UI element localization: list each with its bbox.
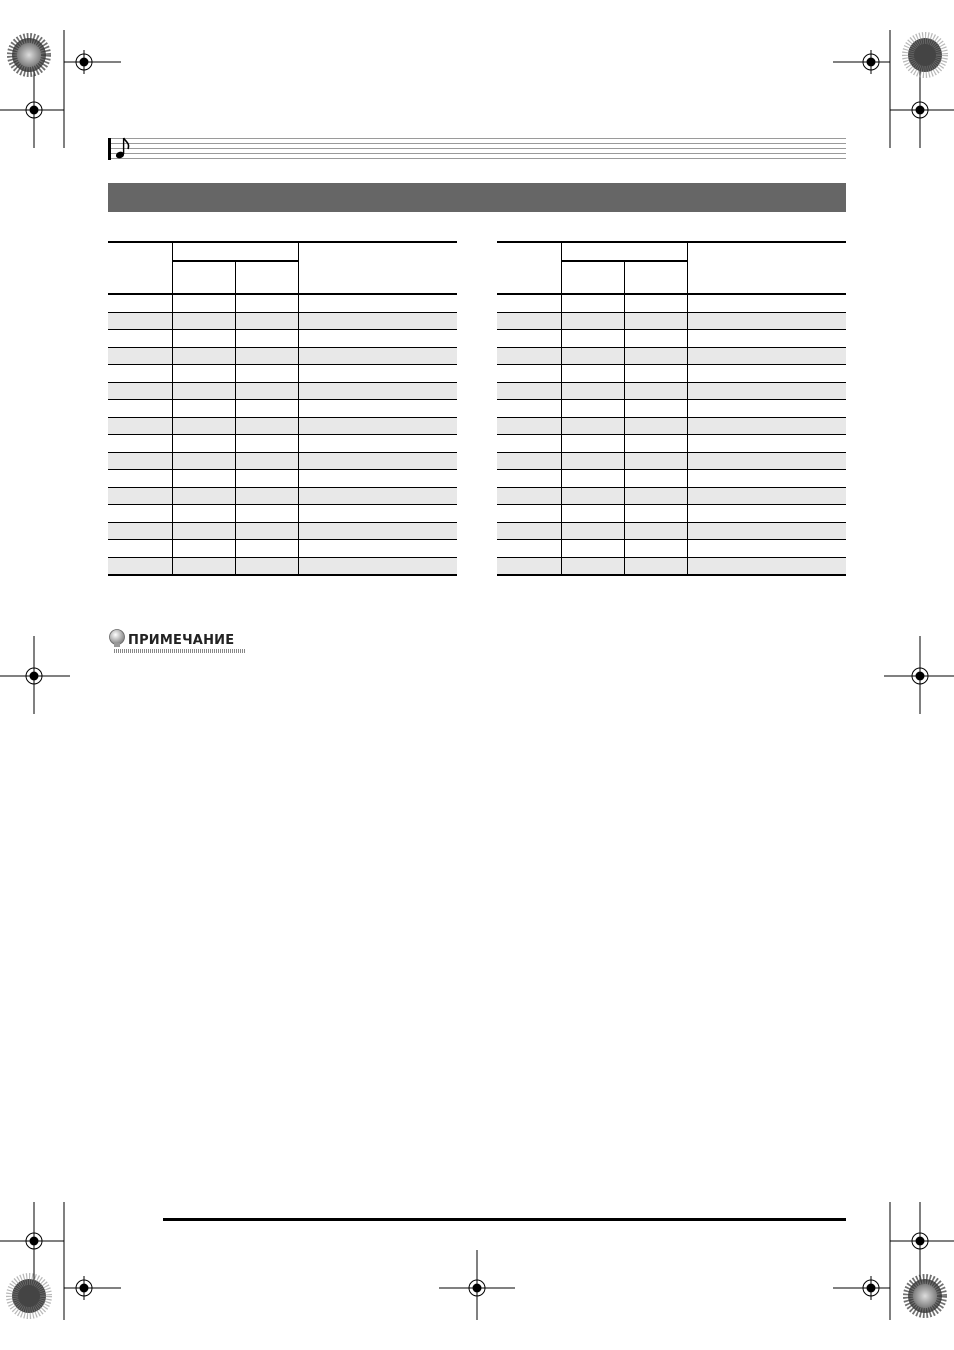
table-row (108, 400, 457, 418)
table-cell (298, 365, 457, 383)
table-cell (497, 540, 561, 558)
table-cell (108, 417, 172, 435)
table-cell (624, 435, 687, 453)
table-cell (298, 330, 457, 348)
table-cell (108, 470, 172, 488)
table-cell (624, 312, 687, 330)
table-cell (624, 330, 687, 348)
table-cell (298, 382, 457, 400)
table-cell (172, 365, 235, 383)
table-cell (687, 505, 846, 523)
table-cell (561, 540, 624, 558)
table-row (497, 294, 846, 312)
table-left (108, 241, 457, 576)
table-cell (497, 294, 561, 312)
table-cell (561, 505, 624, 523)
table-cell (497, 382, 561, 400)
table-cell (235, 522, 298, 540)
table-cell (497, 452, 561, 470)
table-cell (497, 365, 561, 383)
table-cell (235, 330, 298, 348)
table-cell (561, 347, 624, 365)
column-subheader (172, 261, 235, 294)
table-cell (235, 505, 298, 523)
table-row (108, 540, 457, 558)
section-title-bar (108, 183, 846, 212)
note-label: ПРИМЕЧАНИЕ (128, 633, 235, 648)
column-header (298, 242, 457, 294)
table-cell (298, 294, 457, 312)
table-cell (298, 557, 457, 575)
table-cell (235, 435, 298, 453)
table-cell (561, 312, 624, 330)
column-header (108, 242, 172, 294)
table-row (497, 452, 846, 470)
table-cell (624, 294, 687, 312)
footer-rule (163, 1218, 846, 1221)
table-cell (561, 417, 624, 435)
staff-header (108, 138, 846, 160)
table-cell (687, 347, 846, 365)
table-cell (108, 365, 172, 383)
table-cell (561, 487, 624, 505)
table-cell (108, 382, 172, 400)
table-row (497, 505, 846, 523)
table-cell (108, 330, 172, 348)
color-wheel-icons (12, 38, 942, 1313)
table-right (497, 241, 846, 576)
table-row (497, 557, 846, 575)
table-cell (108, 487, 172, 505)
table-cell (108, 452, 172, 470)
table-cell (687, 312, 846, 330)
table-cell (298, 400, 457, 418)
table-cell (235, 540, 298, 558)
table-row (108, 294, 457, 312)
table-cell (497, 557, 561, 575)
table-cell (624, 470, 687, 488)
table-cell (624, 522, 687, 540)
table-row (108, 417, 457, 435)
column-subheader (235, 261, 298, 294)
column-header (497, 242, 561, 294)
table-cell (298, 452, 457, 470)
table-cell (497, 330, 561, 348)
column-subheader (561, 261, 624, 294)
table-cell (235, 347, 298, 365)
table-cell (497, 400, 561, 418)
table-cell (108, 294, 172, 312)
table-cell (172, 487, 235, 505)
table-cell (687, 400, 846, 418)
table-cell (235, 452, 298, 470)
table-row (108, 330, 457, 348)
table-cell (624, 505, 687, 523)
table-row (108, 365, 457, 383)
table-row (497, 470, 846, 488)
table-cell (687, 452, 846, 470)
table-cell (108, 557, 172, 575)
table-cell (172, 522, 235, 540)
table-row (497, 487, 846, 505)
table-cell (624, 382, 687, 400)
table-cell (235, 312, 298, 330)
table-cell (561, 452, 624, 470)
table-row (497, 382, 846, 400)
table-cell (624, 347, 687, 365)
table-cell (108, 347, 172, 365)
table-cell (687, 557, 846, 575)
table-cell (235, 365, 298, 383)
table-cell (172, 347, 235, 365)
table-cell (235, 400, 298, 418)
table-cell (108, 540, 172, 558)
column-header-group (561, 242, 687, 261)
table-cell (687, 487, 846, 505)
note-underline (114, 649, 246, 653)
table-cell (235, 382, 298, 400)
column-subheader (624, 261, 687, 294)
table-row (497, 347, 846, 365)
table-row (497, 417, 846, 435)
table-cell (235, 487, 298, 505)
table-row (108, 470, 457, 488)
table-row (108, 452, 457, 470)
table-row (108, 312, 457, 330)
table-cell (172, 294, 235, 312)
table-row (497, 400, 846, 418)
table-cell (497, 470, 561, 488)
table-row (108, 487, 457, 505)
table-row (108, 435, 457, 453)
table-cell (172, 557, 235, 575)
table-cell (561, 435, 624, 453)
table-cell (687, 330, 846, 348)
table-cell (172, 312, 235, 330)
table-cell (298, 522, 457, 540)
table-cell (624, 417, 687, 435)
table-cell (497, 417, 561, 435)
table-cell (561, 470, 624, 488)
table-row (497, 312, 846, 330)
table-cell (687, 417, 846, 435)
table-cell (497, 435, 561, 453)
note-heading (108, 628, 248, 654)
table-cell (561, 557, 624, 575)
table-cell (687, 470, 846, 488)
table-cell (624, 557, 687, 575)
table-cell (108, 435, 172, 453)
table-cell (108, 522, 172, 540)
table-cell (298, 540, 457, 558)
table-cell (298, 312, 457, 330)
table-cell (624, 540, 687, 558)
table-cell (561, 294, 624, 312)
table-cell (172, 452, 235, 470)
table-cell (497, 487, 561, 505)
table-cell (624, 487, 687, 505)
table-cell (497, 312, 561, 330)
table-cell (172, 505, 235, 523)
table-row (108, 382, 457, 400)
table-cell (298, 487, 457, 505)
table-cell (172, 330, 235, 348)
table-row (108, 522, 457, 540)
table-cell (497, 522, 561, 540)
table-cell (172, 382, 235, 400)
music-note-icon (114, 136, 132, 160)
table-cell (298, 470, 457, 488)
table-cell (561, 522, 624, 540)
table-cell (172, 435, 235, 453)
table-cell (624, 452, 687, 470)
table-cell (172, 540, 235, 558)
table-cell (561, 400, 624, 418)
table-cell (561, 365, 624, 383)
table-cell (298, 435, 457, 453)
table-cell (687, 365, 846, 383)
table-row (497, 540, 846, 558)
table-row (497, 435, 846, 453)
table-row (108, 505, 457, 523)
table-cell (298, 347, 457, 365)
table-cell (298, 505, 457, 523)
table-cell (108, 400, 172, 418)
table-cell (624, 365, 687, 383)
table-cell (172, 417, 235, 435)
table-cell (624, 400, 687, 418)
column-header-group (172, 242, 298, 261)
table-row (108, 557, 457, 575)
table-row (497, 365, 846, 383)
table-cell (497, 347, 561, 365)
table-cell (561, 382, 624, 400)
table-cell (108, 312, 172, 330)
table-cell (497, 505, 561, 523)
table-cell (108, 505, 172, 523)
table-row (497, 330, 846, 348)
table-cell (172, 400, 235, 418)
table-row (497, 522, 846, 540)
table-cell (687, 294, 846, 312)
table-cell (687, 540, 846, 558)
table-cell (235, 470, 298, 488)
table-cell (235, 557, 298, 575)
table-cell (298, 417, 457, 435)
table-cell (687, 382, 846, 400)
table-cell (235, 417, 298, 435)
table-cell (235, 294, 298, 312)
lightbulb-icon (108, 628, 128, 648)
table-cell (687, 435, 846, 453)
table-cell (172, 470, 235, 488)
column-header (687, 242, 846, 294)
table-cell (561, 330, 624, 348)
table-cell (687, 522, 846, 540)
table-row (108, 347, 457, 365)
